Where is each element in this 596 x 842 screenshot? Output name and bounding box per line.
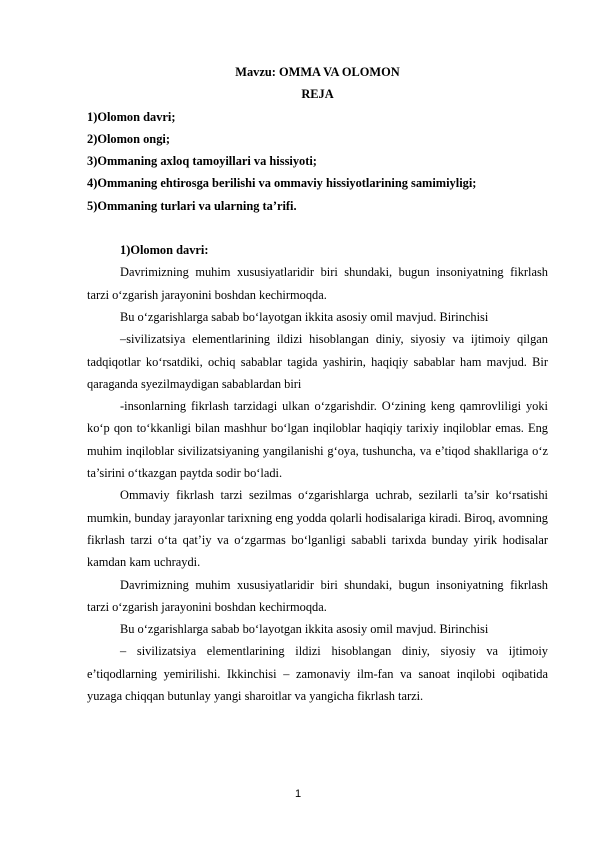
plan-item: 2)Olomon ongi; bbox=[87, 131, 170, 146]
body-paragraph: Davrimizning muhim xususiyatlaridir biri shundaki, bugun insoniyatning fikrlash tarzi o‘zgarish jarayonini boshdan kechirmoqda. bbox=[87, 265, 548, 302]
page-number: 1 bbox=[294, 788, 302, 800]
section-heading: 1)Olomon davri: bbox=[120, 243, 209, 258]
page-content bbox=[87, 61, 548, 707]
plan-item: 4)Ommaning ehtirosga berilishi va ommaviy hissiyotlarining samimiyligi; bbox=[87, 176, 477, 191]
spacer bbox=[87, 217, 548, 239]
document-title: Mavzu: OMMA VA OLOMON bbox=[235, 65, 400, 79]
body-paragraph: Bu o‘zgarishlarga sabab bo‘layotgan ikkita asosiy omil mavjud. Birinchisi bbox=[120, 309, 489, 324]
body-paragraph: Davrimizning muhim xususiyatlaridir biri shundaki, bugun insoniyatning fikrlash tarzi o‘zgarish jarayonini boshdan kechirmoqda. bbox=[87, 577, 548, 614]
body-paragraph: -insonlarning fikrlash tarzidagi ulkan o‘zgarishdir. O‘zining keng qamrovliligi yoki ko‘p qon to‘kkanligi bilan mashhur bo‘lgan inqiloblar haqiqiy tarixiy inqiloblar emas. Eng muhim inqiloblar sivilizatsiyaning yangilanishi g‘oya, tushuncha, va e’tiqod shakllariga o‘z ta’sirini o‘tkazgan paytda sodir bo‘ladi. bbox=[87, 399, 548, 481]
body-paragraph: –sivilizatsiya elementlarining ildizi hisoblangan diniy, siyosiy va ijtimoiy qilgan tadqiqotlar ko‘rsatdiki, ochiq sabablar tagida yashirin, haqiqiy sabablar ham mavjud. Bir qaraganda syezilmaydigan sabablardan biri bbox=[87, 332, 548, 391]
plan-item: 5)Ommaning turlari va ularning ta’rifi. bbox=[87, 198, 297, 213]
body-paragraph: Bu o‘zgarishlarga sabab bo‘layotgan ikkita asosiy omil mavjud. Birinchisi bbox=[120, 622, 489, 637]
plan-heading: REJA bbox=[301, 87, 334, 102]
body-paragraph: Ommaviy fikrlash tarzi sezilmas o‘zgarishlarga uchrab, sezilarli ta’sir ko‘rsatishi mumkin, bunday jarayonlar tarixning eng yodda qolarli hodisalariga kiradi. Biroq, avomning fikrlash tarzi o‘ta qat’iy va o‘zgarmas bo‘lganligi sababli tarixda bunday yirik hodisalar kamdan kam uchraydi. bbox=[87, 488, 548, 570]
plan-item: 1)Olomon davri; bbox=[87, 109, 176, 124]
body-paragraph: – sivilizatsiya elementlarining ildizi hisoblangan diniy, siyosiy va ijtimoiy e’tiqodlarning yemirilishi. Ikkinchisi – zamonaviy ilm-fan va sanoat inqilobi oqibatida yuzaga chiqqan butunlay yangi sharoitlar va yangicha fikrlash tarzi. bbox=[87, 644, 548, 704]
plan-list bbox=[87, 106, 548, 217]
plan-item: 3)Ommaning axloq tamoyillari va hissiyoti; bbox=[87, 154, 317, 169]
